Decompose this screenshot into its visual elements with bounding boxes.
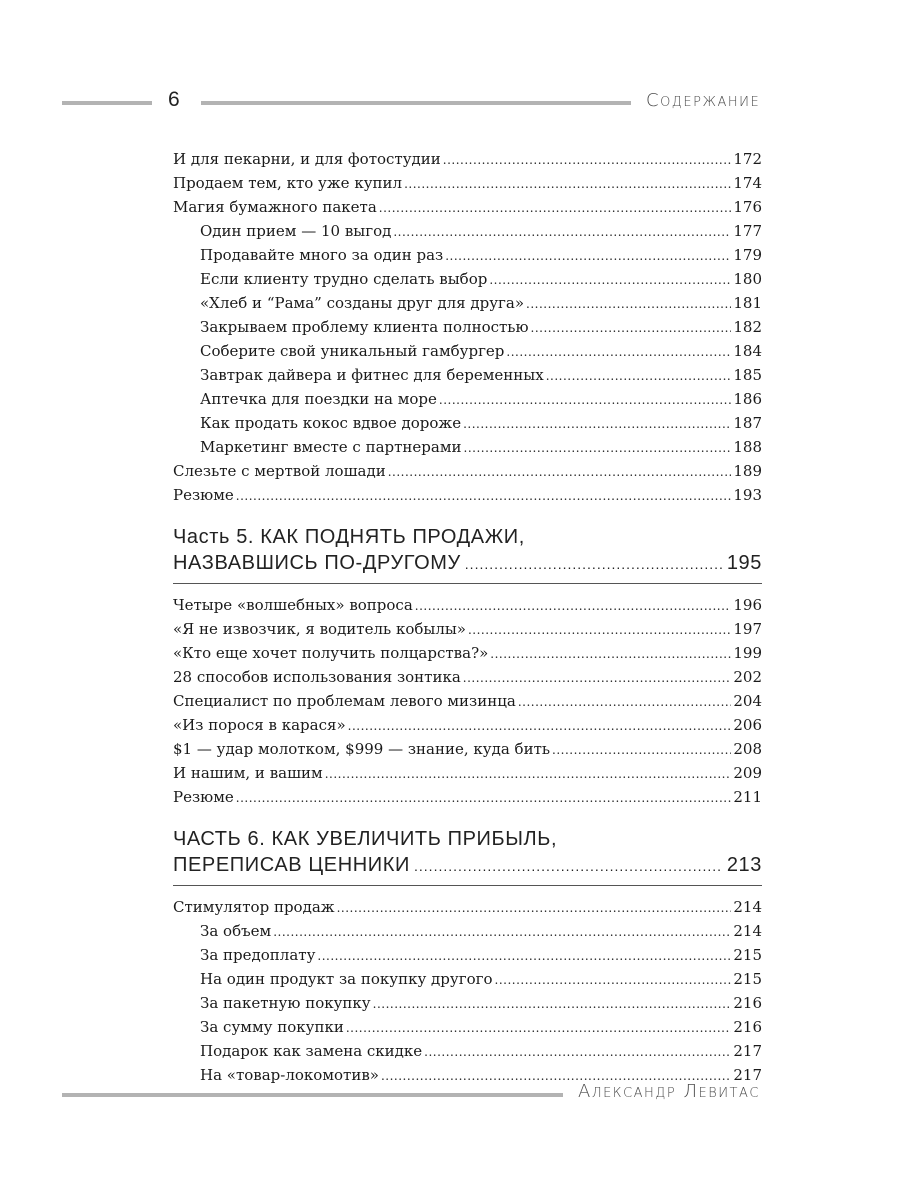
toc-entry	[173, 342, 762, 366]
toc-entry	[173, 486, 762, 510]
toc-entry-title: За объем	[200, 922, 272, 940]
toc-entry	[173, 462, 762, 486]
toc-entry	[173, 644, 762, 668]
toc-entry-title: 28 способов использования зонтика	[173, 668, 461, 686]
leader-dots	[317, 949, 731, 963]
toc-entry-page: 214	[733, 922, 762, 940]
toc-entry	[173, 898, 762, 922]
toc-entry-title: Один прием — 10 выгод	[200, 222, 392, 240]
toc-entry-page: 181	[733, 294, 762, 312]
toc-entry-title: «Я не извозчик, я водитель кобылы»	[173, 620, 466, 638]
toc-entry-title: И нашим, и вашим	[173, 764, 323, 782]
toc-entry-title: Резюме	[173, 788, 234, 806]
toc-entry-title: Если клиенту трудно сделать выбор	[200, 270, 488, 288]
toc-entry-page: 204	[733, 692, 762, 710]
leader-dots	[379, 201, 732, 215]
toc-entry-title: $1 — удар молотком, $999 — знание, куда бить	[173, 740, 551, 758]
toc-group-part5	[173, 596, 762, 812]
part-heading-line1: Часть 5. КАК ПОДНЯТЬ ПРОДАЖИ,	[173, 526, 525, 548]
footer-author: Александр Левитас	[578, 1081, 760, 1102]
toc-entry-page: 209	[733, 764, 762, 782]
toc-entry	[173, 970, 762, 994]
part-heading-line2: ПЕРЕПИСАВ ЦЕННИКИ	[173, 854, 411, 876]
toc-entry	[173, 294, 762, 318]
toc-entry	[173, 438, 762, 462]
toc-entry	[173, 692, 762, 716]
part-heading-line1: ЧАСТЬ 6. КАК УВЕЛИЧИТЬ ПРИБЫЛЬ,	[173, 828, 558, 850]
leader-dots	[388, 465, 732, 479]
leader-dots	[414, 858, 723, 874]
toc-entry	[173, 994, 762, 1018]
toc-entry-page: 202	[733, 668, 762, 686]
leader-dots	[489, 273, 731, 287]
toc-entry-title: Подарок как замена скидке	[200, 1042, 423, 1060]
leader-dots	[526, 297, 731, 311]
toc-entry	[173, 270, 762, 294]
toc-entry	[173, 366, 762, 390]
toc-group-part6	[173, 898, 762, 1090]
toc-entry-title: Как продать кокос вдвое дороже	[200, 414, 462, 432]
leader-dots	[468, 623, 731, 637]
toc-entry-title: На один продукт за покупку другого	[200, 970, 493, 988]
toc-entry-page: 189	[733, 462, 762, 480]
toc-entry	[173, 390, 762, 414]
toc-entry-title: Слезьте с мертвой лошади	[173, 462, 386, 480]
toc-entry	[173, 740, 762, 764]
header-rule-left	[62, 101, 152, 105]
leader-dots	[236, 489, 732, 503]
part-heading-line2: НАЗВАВШИСЬ ПО-ДРУГОМУ	[173, 552, 461, 574]
toc-entry-title: За сумму покупки	[200, 1018, 344, 1036]
toc-entry-page: 216	[733, 1018, 762, 1036]
toc-entry-title: Стимулятор продаж	[173, 898, 335, 916]
toc-entry	[173, 318, 762, 342]
toc-entry-title: Четыре «волшебных» вопроса	[173, 596, 413, 614]
toc-entry	[173, 198, 762, 222]
part-divider	[173, 583, 762, 584]
toc-entry-title: Продавайте много за один раз	[200, 246, 444, 264]
leader-dots	[463, 671, 732, 685]
header-rule-middle	[201, 101, 631, 105]
toc-entry	[173, 922, 762, 946]
toc-entry	[173, 668, 762, 692]
leader-dots	[518, 695, 732, 709]
toc-entry-page: 214	[733, 898, 762, 916]
toc-entry-page: 215	[733, 946, 762, 964]
toc-entry-page: 206	[733, 716, 762, 734]
toc-entry	[173, 414, 762, 438]
toc-entry-title: «Хлеб и “Рама” созданы друг для друга»	[200, 294, 525, 312]
leader-dots	[439, 393, 731, 407]
leader-dots	[236, 791, 732, 805]
toc-entry-title: Маркетинг вместе с партнерами	[200, 438, 462, 456]
toc-entry-page: 172	[733, 150, 762, 168]
toc-entry-page: 185	[733, 366, 762, 384]
toc-entry	[173, 222, 762, 246]
toc-entry-title: «Кто еще хочет получить полцарства?»	[173, 644, 489, 662]
header-title: Содержание	[646, 90, 761, 111]
toc-entry-title: Резюме	[173, 486, 234, 504]
toc-entry-page: 193	[733, 486, 762, 504]
toc-group-part4-tail	[173, 150, 762, 510]
toc-entry-page: 186	[733, 390, 762, 408]
toc-entry-title: Специалист по проблемам левого мизинца	[173, 692, 516, 710]
toc-entry	[173, 1042, 762, 1066]
leader-dots	[348, 719, 732, 733]
toc-entry	[173, 716, 762, 740]
toc-entry-title: Закрываем проблему клиента полностью	[200, 318, 529, 336]
leader-dots	[490, 647, 731, 661]
leader-dots	[495, 973, 732, 987]
leader-dots	[552, 743, 731, 757]
leader-dots	[404, 177, 731, 191]
toc-entry-page: 196	[733, 596, 762, 614]
table-of-contents	[173, 150, 762, 1090]
leader-dots	[506, 345, 731, 359]
leader-dots	[531, 321, 732, 335]
leader-dots	[424, 1045, 731, 1059]
part-page-number: 213	[726, 854, 762, 876]
leader-dots	[443, 153, 732, 167]
leader-dots	[337, 901, 732, 915]
toc-entry	[173, 150, 762, 174]
toc-entry	[173, 788, 762, 812]
toc-entry	[173, 596, 762, 620]
toc-entry-page: 179	[733, 246, 762, 264]
part-heading-6	[173, 828, 762, 886]
toc-entry-title: Магия бумажного пакета	[173, 198, 377, 216]
toc-entry	[173, 946, 762, 970]
leader-dots	[445, 249, 731, 263]
page-number: 6	[168, 88, 180, 111]
toc-entry-page: 182	[733, 318, 762, 336]
toc-entry-title: Завтрак дайвера и фитнес для беременных	[200, 366, 544, 384]
toc-entry-title: За предоплату	[200, 946, 316, 964]
toc-entry-page: 197	[733, 620, 762, 638]
toc-entry-page: 199	[733, 644, 762, 662]
toc-entry	[173, 764, 762, 788]
leader-dots	[415, 599, 732, 613]
toc-entry-page: 180	[733, 270, 762, 288]
toc-entry-page: 184	[733, 342, 762, 360]
toc-entry-title: На «товар-локомотив»	[200, 1066, 379, 1084]
toc-entry-page: 187	[733, 414, 762, 432]
toc-entry-page: 216	[733, 994, 762, 1012]
toc-entry	[173, 246, 762, 270]
leader-dots	[546, 369, 732, 383]
leader-dots	[273, 925, 731, 939]
part-page-number: 195	[726, 552, 762, 574]
part-divider	[173, 885, 762, 886]
toc-entry-page: 188	[733, 438, 762, 456]
toc-entry-page: 208	[733, 740, 762, 758]
toc-entry-title: Продаем тем, кто уже купил	[173, 174, 403, 192]
leader-dots	[346, 1021, 732, 1035]
leader-dots	[373, 997, 732, 1011]
leader-dots	[325, 767, 732, 781]
toc-entry-title: Аптечка для поездки на море	[200, 390, 437, 408]
toc-entry-title: «Из порося в карася»	[173, 716, 346, 734]
toc-entry-page: 176	[733, 198, 762, 216]
toc-entry-page: 217	[733, 1042, 762, 1060]
leader-dots	[393, 225, 731, 239]
leader-dots	[465, 556, 723, 572]
toc-entry	[173, 174, 762, 198]
toc-entry-page: 211	[733, 788, 762, 806]
toc-entry	[173, 620, 762, 644]
toc-entry-page: 215	[733, 970, 762, 988]
leader-dots	[464, 441, 732, 455]
toc-entry-page: 217	[733, 1066, 762, 1084]
footer-rule	[62, 1093, 563, 1097]
toc-entry-title: За пакетную покупку	[200, 994, 371, 1012]
part-heading-5	[173, 526, 762, 584]
toc-entry-title: Соберите свой уникальный гамбургер	[200, 342, 505, 360]
toc-entry-title: И для пекарни, и для фотостудии	[173, 150, 441, 168]
toc-entry-page: 177	[733, 222, 762, 240]
toc-entry-page: 174	[733, 174, 762, 192]
leader-dots	[463, 417, 731, 431]
toc-entry	[173, 1018, 762, 1042]
